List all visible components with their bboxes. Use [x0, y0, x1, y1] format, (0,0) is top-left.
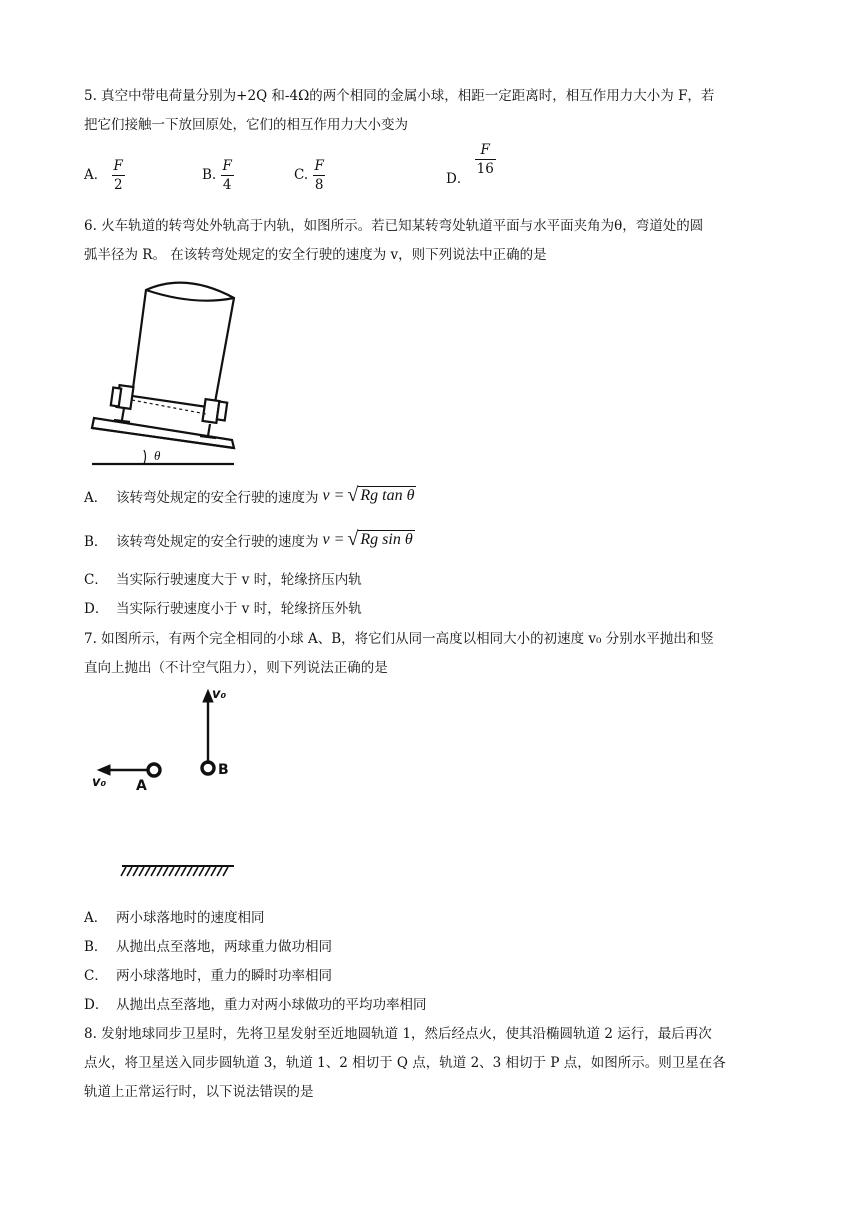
fraction: $\frac{F}{16}$: [476, 142, 494, 177]
q8-stem-line3: 轨道上正常运行时，以下说法错误的是: [84, 1084, 314, 1100]
option-label: B．: [84, 939, 108, 955]
option-label: D．: [84, 997, 109, 1013]
option-text: 当实际行驶速度大于 v 时，轮缘挤压内轨: [116, 572, 362, 588]
q7-stem-line1: 7. 如图所示，有两个完全相同的小球 A、B，将它们从同一高度以相同大小的初速度 v₀ 分别水平抛出和竖: [84, 631, 714, 647]
option-text: 两小球落地时，重力的瞬时功率相同: [116, 968, 332, 984]
q5-option-c[interactable]: [294, 158, 326, 193]
option-label: C．: [84, 968, 108, 984]
q6-option-c[interactable]: [84, 568, 362, 588]
theta-label: θ: [154, 448, 161, 463]
option-text: 当实际行驶速度小于 v 时，轮缘挤压外轨: [116, 601, 362, 617]
q7-option-d[interactable]: [84, 993, 427, 1013]
option-text: 从抛出点至落地，两球重力做功相同: [116, 939, 332, 955]
q5-stem-line1: 5. 真空中带电荷量分别为+2Q 和-4Ω的两个相同的金属小球，相距一定距离时，相互作用力大小为 F，若: [84, 88, 715, 104]
option-label: C.: [294, 167, 309, 183]
q7-option-b[interactable]: [84, 935, 332, 955]
option-label: A．: [84, 910, 108, 926]
option-label: A．: [84, 489, 108, 506]
q8-stem-line1: 8. 发射地球同步卫星时，先将卫星发射至近地圆轨道 1，然后经点火，使其沿椭圆轨道 2 运行，最后再次: [84, 1026, 712, 1042]
q6-option-d[interactable]: [84, 597, 362, 617]
q7-option-a[interactable]: [84, 906, 265, 926]
option-label: B．: [84, 533, 108, 550]
fraction: $\frac{F}{2}$: [113, 158, 123, 193]
q5-option-a[interactable]: [84, 158, 125, 193]
q5-stem-line2: 把它们接触一下放回原处，它们的相互作用力大小变为: [84, 117, 408, 133]
option-label: D．: [446, 171, 471, 187]
formula-radicand: Rg sin θ: [360, 531, 413, 548]
option-text: 该转弯处规定的安全行驶的速度为: [116, 489, 319, 506]
q5-option-b[interactable]: [202, 158, 234, 193]
option-text: 从抛出点至落地，重力对两小球做功的平均功率相同: [116, 997, 427, 1013]
v0-left-label: v₀: [92, 775, 107, 790]
sqrt-icon: √: [347, 528, 359, 550]
q6-stem-line1: 6. 火车轨道的转弯处外轨高于内轨，如图所示。若已知某转弯处轨道平面与水平面夹角为θ，弯道处的圆: [84, 218, 704, 234]
projectile-figure: [84, 684, 264, 884]
option-label: B.: [202, 167, 217, 183]
formula-lhs: v =: [322, 530, 345, 548]
fraction: $\frac{F}{8}$: [314, 158, 324, 193]
ball-b-label: B: [218, 762, 229, 778]
option-label: A．: [84, 167, 108, 183]
q6-option-b[interactable]: [84, 528, 415, 551]
train-curve-figure: [84, 268, 244, 468]
option-text: 该转弯处规定的安全行驶的速度为: [116, 533, 319, 550]
option-label: D．: [84, 601, 109, 617]
q7-stem-line2: 直向上抛出（不计空气阻力），则下列说法正确的是: [84, 660, 388, 676]
fraction: $\frac{F}{4}$: [222, 158, 232, 193]
sqrt-icon: √: [347, 484, 359, 506]
q8-stem-line2: 点火，将卫星送入同步圆轨道 3，轨道 1、2 相切于 Q 点，轨道 2、3 相切于 P 点，如图所示。则卫星在各: [84, 1055, 726, 1071]
option-label: C．: [84, 572, 108, 588]
q5-option-d[interactable]: [446, 142, 496, 187]
q6-option-a[interactable]: [84, 484, 416, 507]
ball-a-label: A: [136, 778, 147, 794]
q6-stem-line2: 弧半径为 R。 在该转弯处规定的安全行驶的速度为 v，则下列说法中正确的是: [84, 247, 547, 263]
formula-lhs: v =: [322, 486, 345, 504]
q7-option-c[interactable]: [84, 964, 332, 984]
ground-hatch: [121, 867, 228, 876]
v0-top-label: v₀: [212, 687, 227, 702]
formula-radicand: Rg tan θ: [360, 487, 415, 504]
option-text: 两小球落地时的速度相同: [116, 910, 265, 926]
